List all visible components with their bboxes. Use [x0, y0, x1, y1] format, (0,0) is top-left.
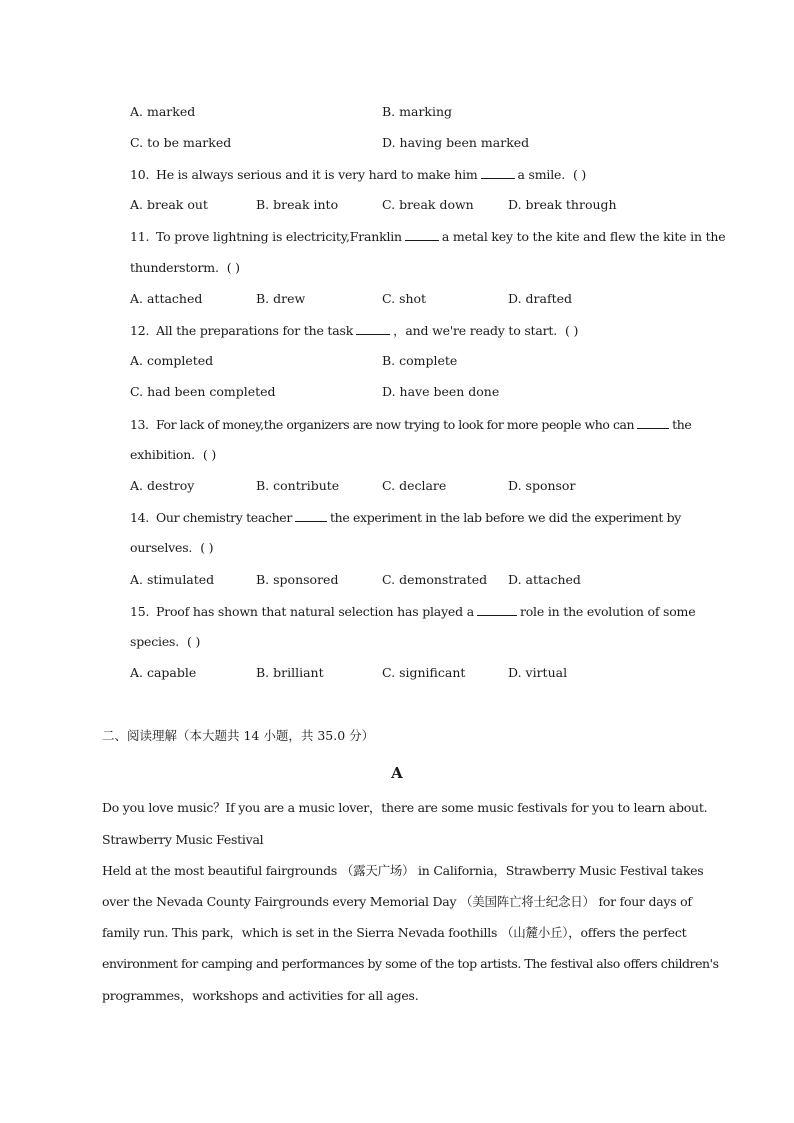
q14-option-c[interactable]: C. demonstrated: [382, 572, 488, 587]
question-text: ，and we're ready to start.: [393, 323, 557, 338]
q13-option-b[interactable]: B. contribute: [256, 478, 340, 493]
passage-line: programmes，workshops and activities for all ages.: [102, 988, 419, 1003]
q11-option-d[interactable]: D. drafted: [508, 291, 573, 306]
question-13: [130, 416, 691, 433]
answer-paren[interactable]: ( ): [226, 260, 240, 275]
question-10: [130, 166, 586, 183]
passage-line: Held at the most beautiful fairgrounds （露天广场） in California，Strawberry Music Festival takes: [102, 863, 704, 878]
q11-option-b[interactable]: B. drew: [256, 291, 306, 306]
q12-option-b[interactable]: B. complete: [382, 353, 458, 368]
question-text: He is always serious and it is very hard to make him: [156, 167, 478, 182]
question-text: a metal key to the kite and flew the kite in the: [441, 229, 726, 244]
question-14: [130, 509, 681, 526]
question-text: species.: [130, 634, 179, 649]
answer-blank[interactable]: [295, 509, 327, 522]
q13-option-a[interactable]: A. destroy: [130, 478, 195, 493]
q15-option-b[interactable]: B. brilliant: [256, 665, 324, 680]
question-number: 15.: [130, 604, 150, 619]
question-text: a smile.: [517, 167, 565, 182]
answer-paren[interactable]: ( ): [202, 447, 217, 462]
q10-option-a[interactable]: A. break out: [130, 197, 208, 212]
question-text: All the preparations for the task: [156, 323, 354, 338]
q10-option-c[interactable]: C. break down: [382, 197, 474, 212]
question-14-line2: [130, 540, 213, 556]
answer-blank[interactable]: [637, 416, 669, 429]
question-number: 12.: [130, 323, 150, 338]
answer-paren[interactable]: ( ): [200, 540, 214, 555]
passage-line: family run. This park，which is set in the Sierra Nevada foothills （山麓小丘），offers the perfect: [102, 925, 687, 940]
q12-option-a[interactable]: A. completed: [130, 353, 214, 368]
question-number: 14.: [130, 510, 149, 525]
q9-option-a[interactable]: A. marked: [130, 104, 196, 119]
q10-option-b[interactable]: B. break into: [256, 197, 339, 212]
answer-blank[interactable]: [356, 322, 390, 335]
q15-option-c[interactable]: C. significant: [382, 665, 466, 680]
question-text: Proof has shown that natural selection has played a: [156, 604, 474, 619]
q11-option-a[interactable]: A. attached: [130, 291, 203, 306]
question-12: [130, 322, 578, 339]
q10-option-d[interactable]: D. break through: [508, 197, 617, 212]
q9-option-b[interactable]: B. marking: [382, 104, 453, 119]
q13-option-c[interactable]: C. declare: [382, 478, 447, 493]
q14-option-a[interactable]: A. stimulated: [130, 572, 215, 587]
question-text: the experiment in the lab before we did the experiment by: [329, 510, 682, 525]
passage-subheading: Strawberry Music Festival: [102, 832, 264, 847]
answer-paren[interactable]: ( ): [187, 634, 201, 649]
q12-option-c[interactable]: C. had been completed: [130, 384, 276, 399]
question-number: 11.: [130, 229, 150, 244]
question-text: thunderstorm.: [130, 260, 219, 275]
question-text: For lack of money,the organizers are now trying to look for more people who can: [156, 417, 635, 432]
question-text: the: [672, 417, 692, 432]
answer-paren[interactable]: ( ): [565, 323, 579, 338]
question-text: To prove lightning is electricity,Franklin: [156, 229, 402, 244]
q14-option-d[interactable]: D. attached: [508, 572, 581, 587]
q13-option-d[interactable]: D. sponsor: [508, 478, 576, 493]
passage-line: over the Nevada County Fairgrounds every Memorial Day （美国阵亡将士纪念日） for four days of: [102, 894, 692, 909]
q15-option-d[interactable]: D. virtual: [508, 665, 568, 680]
question-text: Our chemistry teacher: [156, 510, 292, 525]
question-11-line2: [130, 260, 240, 276]
q9-option-d[interactable]: D. having been marked: [382, 135, 530, 150]
question-11: [130, 228, 725, 245]
question-15-line2: [130, 634, 200, 650]
q9-option-c[interactable]: C. to be marked: [130, 135, 232, 150]
answer-paren[interactable]: ( ): [572, 167, 587, 182]
answer-blank[interactable]: [481, 166, 515, 179]
question-text: role in the evolution of some: [519, 604, 696, 619]
q14-option-b[interactable]: B. sponsored: [256, 572, 339, 587]
question-number: 13.: [130, 417, 149, 432]
question-13-line2: [130, 447, 216, 463]
answer-blank[interactable]: [405, 228, 439, 241]
question-text: ourselves.: [130, 540, 193, 555]
passage-intro: Do you love music？If you are a music lover，there are some music festivals for you to learn about.: [102, 800, 708, 815]
question-15: [130, 603, 695, 620]
answer-blank[interactable]: [477, 603, 517, 616]
q12-option-d[interactable]: D. have been done: [382, 384, 500, 399]
passage-line: environment for camping and performances by some of the top artists. The festival also offers children's: [102, 956, 719, 971]
question-number: 10.: [130, 167, 150, 182]
question-text: exhibition.: [130, 447, 195, 462]
q11-option-c[interactable]: C. shot: [382, 291, 427, 306]
section-heading: 二、阅读理解（本大题共 14 小题，共 35.0 分）: [102, 728, 375, 743]
q15-option-a[interactable]: A. capable: [130, 665, 197, 680]
passage-title: A: [391, 764, 403, 782]
